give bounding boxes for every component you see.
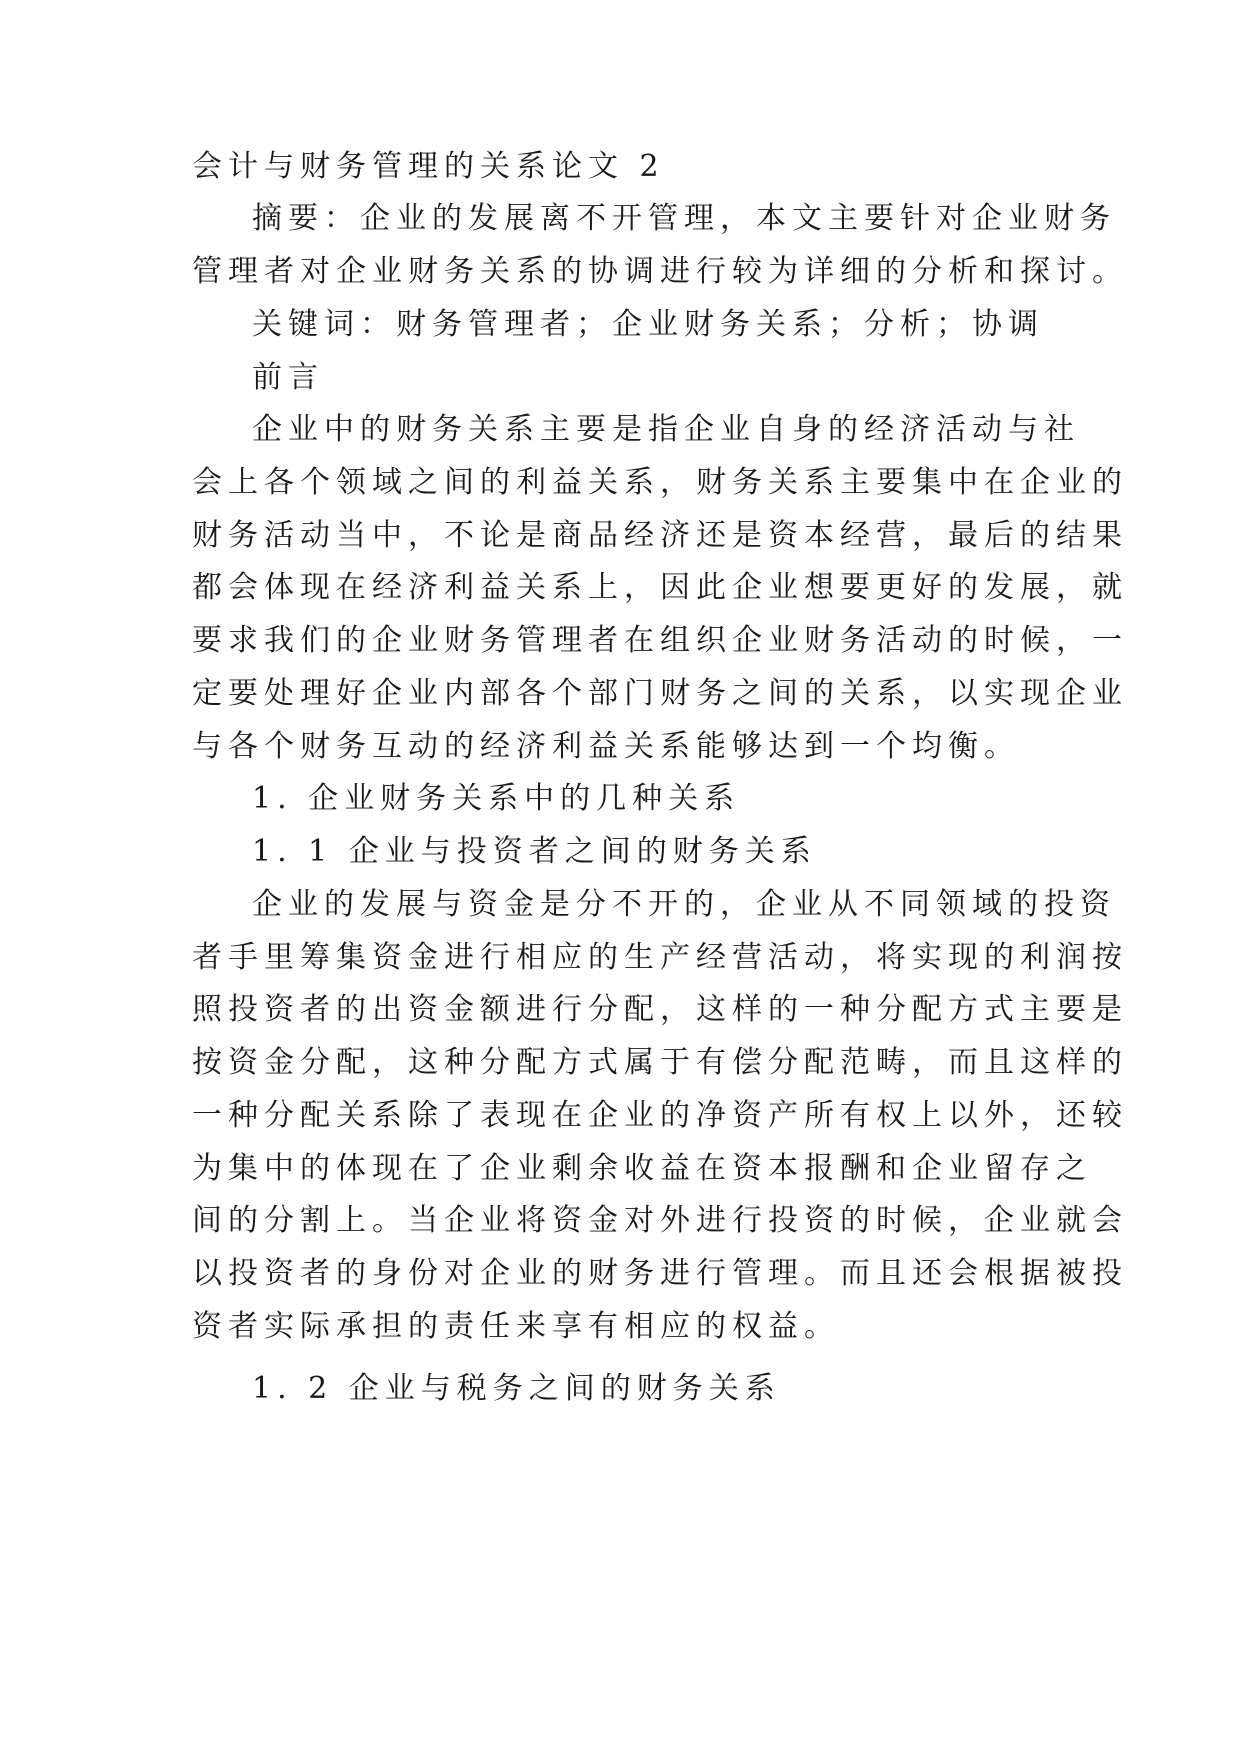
preface-paragraph-line: 与各个财务互动的经济利益关系能够达到一个均衡。	[192, 729, 1020, 764]
preface-paragraph-line: 要求我们的企业财务管理者在组织企业财务活动的时候，一	[192, 623, 1128, 658]
section-1-1-paragraph-line: 企业的发展与资金是分不开的，企业从不同领域的投资	[252, 887, 1116, 922]
section-1-1-heading: 1. 1 企业与投资者之间的财务关系	[252, 834, 817, 869]
section-1-1-paragraph-line: 间的分割上。当企业将资金对外进行投资的时候，企业就会	[192, 1203, 1128, 1238]
preface-paragraph-line: 财务活动当中，不论是商品经济还是资本经营，最后的结果	[192, 518, 1128, 553]
section-1-2-heading: 1. 2 企业与税务之间的财务关系	[252, 1371, 781, 1406]
section-1-1-paragraph-line: 者手里筹集资金进行相应的生产经营活动，将实现的利润按	[192, 940, 1128, 975]
preface-heading: 前言	[252, 360, 324, 395]
preface-paragraph-line: 定要处理好企业内部各个部门财务之间的关系，以实现企业	[192, 676, 1128, 711]
preface-paragraph-line: 会上各个领域之间的利益关系，财务关系主要集中在企业的	[192, 465, 1128, 500]
preface-paragraph-line: 都会体现在经济利益关系上，因此企业想要更好的发展，就	[192, 570, 1128, 605]
keywords-line: 关键词：财务管理者；企业财务关系；分析；协调	[252, 307, 1044, 342]
section-1-1-paragraph-line: 照投资者的出资金额进行分配，这样的一种分配方式主要是	[192, 992, 1128, 1027]
abstract-line: 摘要：企业的发展离不开管理，本文主要针对企业财务	[252, 201, 1116, 236]
section-1-1-paragraph-line: 一种分配关系除了表现在企业的净资产所有权上以外，还较	[192, 1098, 1128, 1133]
section-1-1-paragraph-line: 资者实际承担的责任来享有相应的权益。	[192, 1309, 840, 1344]
section-1-1-paragraph-line: 为集中的体现在了企业剩余收益在资本报酬和企业留存之	[192, 1151, 1092, 1186]
section-1-1-paragraph-line: 按资金分配，这种分配方式属于有偿分配范畴，而且这样的	[192, 1045, 1128, 1080]
section-1-heading: 1. 企业财务关系中的几种关系	[252, 781, 741, 816]
section-1-1-paragraph-line: 以投资者的身份对企业的财务进行管理。而且还会根据被投	[192, 1256, 1128, 1291]
document-title: 会计与财务管理的关系论文 2	[192, 149, 665, 184]
preface-paragraph-line: 企业中的财务关系主要是指企业自身的经济活动与社	[252, 412, 1080, 447]
abstract-line: 管理者对企业财务关系的协调进行较为详细的分析和探讨。	[192, 254, 1128, 289]
